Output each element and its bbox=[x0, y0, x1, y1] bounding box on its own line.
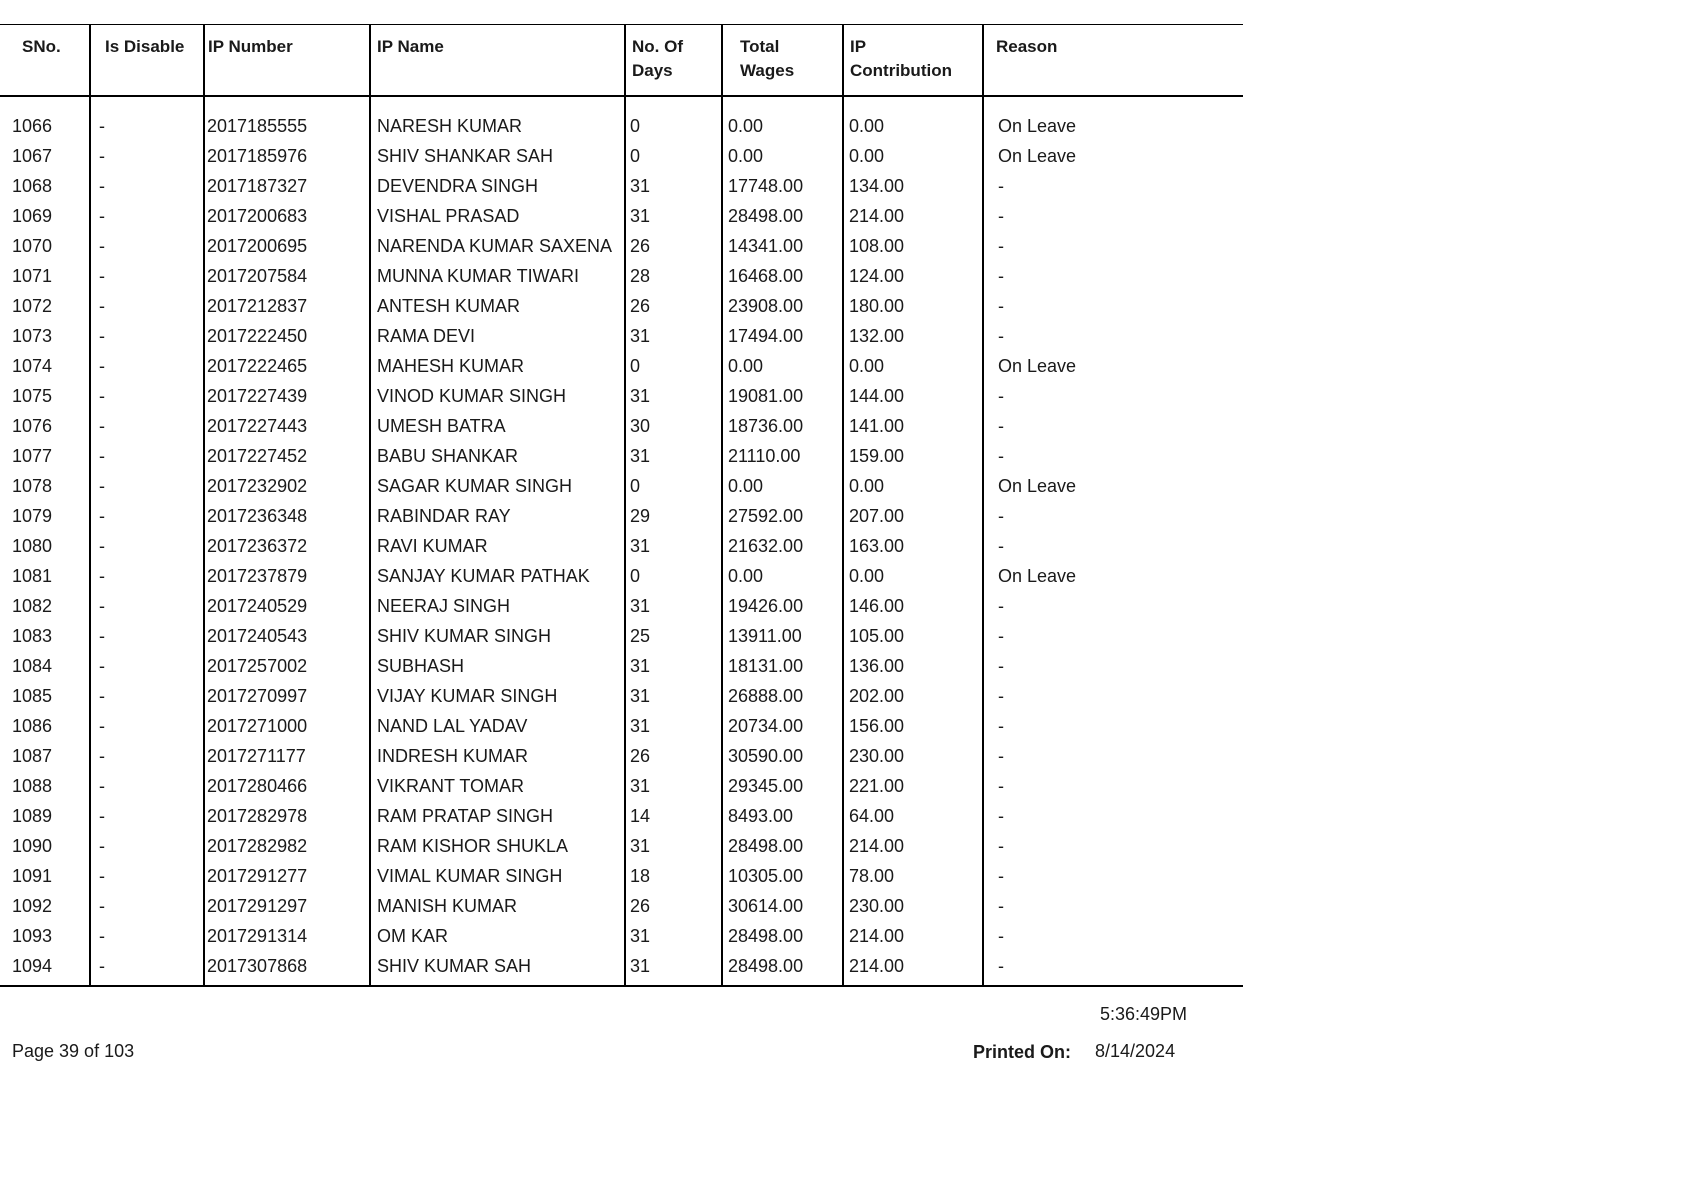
cell-ip-number: 2017222465 bbox=[204, 355, 370, 385]
cell-ip-name: ANTESH KUMAR bbox=[370, 295, 625, 325]
cell-is-disable: - bbox=[90, 115, 204, 145]
cell-no-of-days: 31 bbox=[625, 955, 722, 986]
header-reason: Reason bbox=[983, 25, 1243, 97]
cell-sno: 1080 bbox=[12, 536, 53, 556]
cell-is-disable: - bbox=[90, 895, 204, 925]
table-row bbox=[0, 445, 1243, 475]
cell-ip-contribution: 141.00 bbox=[843, 415, 983, 445]
header-row bbox=[0, 25, 1243, 97]
cell-total-wages: 21632.00 bbox=[722, 535, 843, 565]
cell-reason: - bbox=[983, 265, 1243, 295]
cell-ip-number: 2017291314 bbox=[204, 925, 370, 955]
cell-is-disable: - bbox=[90, 445, 204, 475]
cell-ip-number: 2017236348 bbox=[204, 505, 370, 535]
cell-sno: 1078 bbox=[12, 476, 53, 496]
cell-is-disable: - bbox=[90, 745, 204, 775]
cell-total-wages: 18736.00 bbox=[722, 415, 843, 445]
cell-ip-number: 2017207584 bbox=[204, 265, 370, 295]
cell-ip-number: 2017257002 bbox=[204, 655, 370, 685]
cell-sno: 1088 bbox=[12, 776, 53, 796]
cell-total-wages: 28498.00 bbox=[722, 205, 843, 235]
cell-ip-name: RAM PRATAP SINGH bbox=[370, 805, 625, 835]
cell-total-wages: 0.00 bbox=[722, 565, 843, 595]
cell-total-wages: 0.00 bbox=[722, 145, 843, 175]
cell-is-disable: - bbox=[90, 145, 204, 175]
cell-ip-name: INDRESH KUMAR bbox=[370, 745, 625, 775]
header-ip-contribution: IP Contribution bbox=[843, 25, 983, 97]
table-row bbox=[0, 505, 1243, 535]
cell-reason: - bbox=[983, 535, 1243, 565]
cell-ip-number: 2017240529 bbox=[204, 595, 370, 625]
cell-total-wages: 20734.00 bbox=[722, 715, 843, 745]
table-row bbox=[0, 265, 1243, 295]
printed-on-date: 8/14/2024 bbox=[1095, 1041, 1176, 1061]
cell-ip-contribution: 136.00 bbox=[843, 655, 983, 685]
cell-is-disable: - bbox=[90, 205, 204, 235]
cell-ip-number: 2017187327 bbox=[204, 175, 370, 205]
cell-ip-name: MANISH KUMAR bbox=[370, 895, 625, 925]
cell-reason: On Leave bbox=[983, 115, 1243, 145]
cell-ip-contribution: 124.00 bbox=[843, 265, 983, 295]
cell-ip-name: RAM KISHOR SHUKLA bbox=[370, 835, 625, 865]
cell-ip-contribution: 108.00 bbox=[843, 235, 983, 265]
cell-ip-number: 2017185555 bbox=[204, 115, 370, 145]
cell-is-disable: - bbox=[90, 325, 204, 355]
table-row bbox=[0, 925, 1243, 955]
cell-no-of-days: 0 bbox=[625, 145, 722, 175]
cell-no-of-days: 31 bbox=[625, 385, 722, 415]
cell-sno: 1083 bbox=[12, 626, 53, 646]
cell-ip-number: 2017240543 bbox=[204, 625, 370, 655]
cell-ip-contribution: 105.00 bbox=[843, 625, 983, 655]
cell-ip-name: RABINDAR RAY bbox=[370, 505, 625, 535]
cell-reason: - bbox=[983, 925, 1243, 955]
cell-sno: 1073 bbox=[12, 326, 53, 346]
cell-total-wages: 0.00 bbox=[722, 115, 843, 145]
cell-ip-name: UMESH BATRA bbox=[370, 415, 625, 445]
cell-ip-contribution: 202.00 bbox=[843, 685, 983, 715]
table-row bbox=[0, 805, 1243, 835]
header-spacer-row bbox=[0, 96, 1243, 115]
table-row bbox=[0, 295, 1243, 325]
cell-ip-name: VIJAY KUMAR SINGH bbox=[370, 685, 625, 715]
cell-ip-number: 2017282982 bbox=[204, 835, 370, 865]
cell-total-wages: 19426.00 bbox=[722, 595, 843, 625]
cell-no-of-days: 31 bbox=[625, 925, 722, 955]
cell-is-disable: - bbox=[90, 175, 204, 205]
cell-total-wages: 10305.00 bbox=[722, 865, 843, 895]
cell-total-wages: 17494.00 bbox=[722, 325, 843, 355]
cell-no-of-days: 26 bbox=[625, 235, 722, 265]
cell-ip-name: VIMAL KUMAR SINGH bbox=[370, 865, 625, 895]
cell-ip-name: OM KAR bbox=[370, 925, 625, 955]
cell-is-disable: - bbox=[90, 235, 204, 265]
cell-ip-contribution: 214.00 bbox=[843, 205, 983, 235]
cell-sno: 1094 bbox=[0, 955, 90, 986]
cell-is-disable: - bbox=[90, 685, 204, 715]
cell-sno: 1081 bbox=[12, 566, 53, 586]
cell-total-wages: 0.00 bbox=[722, 475, 843, 505]
spacer-cell bbox=[90, 96, 204, 115]
cell-total-wages: 18131.00 bbox=[722, 655, 843, 685]
cell-ip-number: 2017291277 bbox=[204, 865, 370, 895]
contribution-table-container bbox=[0, 24, 1243, 987]
cell-no-of-days: 26 bbox=[625, 295, 722, 325]
table-row bbox=[0, 595, 1243, 625]
spacer-cell bbox=[843, 96, 983, 115]
cell-no-of-days: 18 bbox=[625, 865, 722, 895]
cell-total-wages: 21110.00 bbox=[722, 445, 843, 475]
cell-sno: 1090 bbox=[12, 836, 53, 856]
cell-is-disable: - bbox=[90, 925, 204, 955]
cell-sno: 1087 bbox=[12, 746, 53, 766]
cell-sno: 1067 bbox=[12, 146, 53, 166]
cell-ip-name: SAGAR KUMAR SINGH bbox=[370, 475, 625, 505]
cell-total-wages: 29345.00 bbox=[722, 775, 843, 805]
cell-ip-contribution: 163.00 bbox=[843, 535, 983, 565]
cell-no-of-days: 14 bbox=[625, 805, 722, 835]
cell-sno: 1079 bbox=[12, 506, 53, 526]
cell-ip-number: 2017185976 bbox=[204, 145, 370, 175]
cell-ip-contribution: 0.00 bbox=[843, 145, 983, 175]
cell-total-wages: 28498.00 bbox=[722, 835, 843, 865]
cell-no-of-days: 31 bbox=[625, 175, 722, 205]
table-row bbox=[0, 835, 1243, 865]
spacer-cell bbox=[370, 96, 625, 115]
cell-reason: - bbox=[983, 865, 1243, 895]
cell-sno: 1082 bbox=[12, 596, 53, 616]
cell-is-disable: - bbox=[90, 265, 204, 295]
cell-total-wages: 17748.00 bbox=[722, 175, 843, 205]
contribution-table bbox=[0, 24, 1243, 987]
cell-ip-contribution: 230.00 bbox=[843, 895, 983, 925]
table-row bbox=[0, 415, 1243, 445]
cell-is-disable: - bbox=[90, 955, 204, 986]
cell-ip-name: VINOD KUMAR SINGH bbox=[370, 385, 625, 415]
cell-reason: - bbox=[983, 625, 1243, 655]
cell-is-disable: - bbox=[90, 805, 204, 835]
cell-total-wages: 13911.00 bbox=[722, 625, 843, 655]
cell-reason: - bbox=[983, 175, 1243, 205]
cell-sno: 1084 bbox=[12, 656, 53, 676]
cell-total-wages: 28498.00 bbox=[722, 955, 843, 986]
cell-ip-number: 2017200683 bbox=[204, 205, 370, 235]
cell-reason: - bbox=[983, 415, 1243, 445]
cell-is-disable: - bbox=[90, 475, 204, 505]
cell-ip-number: 2017200695 bbox=[204, 235, 370, 265]
header-no-of-days: No. Of Days bbox=[625, 25, 722, 97]
cell-reason: - bbox=[983, 595, 1243, 625]
cell-ip-name: RAMA DEVI bbox=[370, 325, 625, 355]
cell-no-of-days: 31 bbox=[625, 205, 722, 235]
cell-total-wages: 16468.00 bbox=[722, 265, 843, 295]
cell-is-disable: - bbox=[90, 385, 204, 415]
printed-time: 5:36:49PM bbox=[1100, 1004, 1188, 1024]
cell-sno: 1076 bbox=[12, 416, 53, 436]
cell-total-wages: 8493.00 bbox=[722, 805, 843, 835]
table-row bbox=[0, 175, 1243, 205]
cell-reason: - bbox=[983, 895, 1243, 925]
table-row bbox=[0, 115, 1243, 145]
cell-reason: - bbox=[983, 655, 1243, 685]
table-body bbox=[0, 96, 1243, 986]
table-row bbox=[0, 355, 1243, 385]
table-row bbox=[0, 865, 1243, 895]
cell-no-of-days: 31 bbox=[625, 595, 722, 625]
table-row bbox=[0, 235, 1243, 265]
cell-sno: 1074 bbox=[12, 356, 53, 376]
cell-ip-number: 2017271000 bbox=[204, 715, 370, 745]
cell-ip-contribution: 214.00 bbox=[843, 955, 983, 986]
cell-is-disable: - bbox=[90, 505, 204, 535]
cell-reason: On Leave bbox=[983, 475, 1243, 505]
cell-ip-name: MUNNA KUMAR TIWARI bbox=[370, 265, 625, 295]
cell-sno: 1070 bbox=[12, 236, 53, 256]
cell-no-of-days: 25 bbox=[625, 625, 722, 655]
cell-reason: - bbox=[983, 235, 1243, 265]
cell-reason: - bbox=[983, 295, 1243, 325]
cell-ip-number: 2017212837 bbox=[204, 295, 370, 325]
printed-on-label: Printed On: bbox=[973, 1042, 1071, 1062]
cell-reason: On Leave bbox=[983, 145, 1243, 175]
cell-no-of-days: 0 bbox=[625, 115, 722, 145]
cell-no-of-days: 31 bbox=[625, 835, 722, 865]
header-is-disable: Is Disable bbox=[90, 25, 204, 97]
table-row bbox=[0, 385, 1243, 415]
cell-ip-name: DEVENDRA SINGH bbox=[370, 175, 625, 205]
cell-reason: - bbox=[983, 385, 1243, 415]
table-row bbox=[0, 205, 1243, 235]
cell-sno: 1091 bbox=[12, 866, 53, 886]
spacer-cell bbox=[983, 96, 1243, 115]
cell-ip-contribution: 230.00 bbox=[843, 745, 983, 775]
cell-ip-number: 2017236372 bbox=[204, 535, 370, 565]
header-ip-name: IP Name bbox=[370, 25, 625, 97]
spacer-cell bbox=[204, 96, 370, 115]
table-row bbox=[0, 475, 1243, 505]
cell-ip-name: NARESH KUMAR bbox=[370, 115, 625, 145]
cell-ip-name: SUBHASH bbox=[370, 655, 625, 685]
cell-ip-contribution: 214.00 bbox=[843, 925, 983, 955]
cell-ip-name: NEERAJ SINGH bbox=[370, 595, 625, 625]
cell-ip-number: 2017282978 bbox=[204, 805, 370, 835]
table-row bbox=[0, 685, 1243, 715]
cell-sno: 1077 bbox=[12, 446, 53, 466]
cell-ip-number: 2017227439 bbox=[204, 385, 370, 415]
cell-sno: 1066 bbox=[12, 116, 53, 136]
cell-ip-number: 2017237879 bbox=[204, 565, 370, 595]
cell-is-disable: - bbox=[90, 595, 204, 625]
cell-no-of-days: 0 bbox=[625, 475, 722, 505]
cell-ip-number: 2017222450 bbox=[204, 325, 370, 355]
cell-ip-name: MAHESH KUMAR bbox=[370, 355, 625, 385]
cell-is-disable: - bbox=[90, 625, 204, 655]
cell-no-of-days: 31 bbox=[625, 655, 722, 685]
cell-is-disable: - bbox=[90, 835, 204, 865]
cell-is-disable: - bbox=[90, 565, 204, 595]
cell-sno: 1093 bbox=[12, 926, 53, 946]
cell-total-wages: 30590.00 bbox=[722, 745, 843, 775]
cell-ip-name: BABU SHANKAR bbox=[370, 445, 625, 475]
cell-total-wages: 0.00 bbox=[722, 355, 843, 385]
cell-ip-contribution: 221.00 bbox=[843, 775, 983, 805]
cell-ip-contribution: 146.00 bbox=[843, 595, 983, 625]
cell-ip-name: NAND LAL YADAV bbox=[370, 715, 625, 745]
table-row bbox=[0, 775, 1243, 805]
cell-ip-contribution: 0.00 bbox=[843, 565, 983, 595]
cell-ip-number: 2017271177 bbox=[204, 745, 370, 775]
cell-ip-name: SHIV KUMAR SINGH bbox=[370, 625, 625, 655]
cell-no-of-days: 30 bbox=[625, 415, 722, 445]
cell-sno: 1085 bbox=[12, 686, 53, 706]
cell-reason: - bbox=[983, 745, 1243, 775]
cell-is-disable: - bbox=[90, 655, 204, 685]
cell-ip-number: 2017232902 bbox=[204, 475, 370, 505]
table-row bbox=[0, 535, 1243, 565]
cell-ip-number: 2017280466 bbox=[204, 775, 370, 805]
cell-ip-name: VIKRANT TOMAR bbox=[370, 775, 625, 805]
cell-ip-contribution: 214.00 bbox=[843, 835, 983, 865]
cell-reason: - bbox=[983, 715, 1243, 745]
cell-ip-contribution: 0.00 bbox=[843, 475, 983, 505]
table-row bbox=[0, 745, 1243, 775]
cell-no-of-days: 26 bbox=[625, 895, 722, 925]
header-sno: SNo. bbox=[22, 37, 61, 56]
cell-ip-contribution: 144.00 bbox=[843, 385, 983, 415]
cell-reason: - bbox=[983, 775, 1243, 805]
cell-is-disable: - bbox=[90, 415, 204, 445]
cell-ip-number: 2017227452 bbox=[204, 445, 370, 475]
cell-reason: - bbox=[983, 835, 1243, 865]
cell-reason: - bbox=[983, 805, 1243, 835]
cell-reason: - bbox=[983, 205, 1243, 235]
table-row bbox=[0, 625, 1243, 655]
cell-no-of-days: 31 bbox=[625, 685, 722, 715]
cell-sno: 1086 bbox=[12, 716, 53, 736]
table-row bbox=[0, 655, 1243, 685]
cell-ip-name: NARENDA KUMAR SAXENA bbox=[370, 235, 625, 265]
cell-no-of-days: 31 bbox=[625, 445, 722, 475]
spacer-cell bbox=[0, 96, 90, 115]
cell-ip-name: RAVI KUMAR bbox=[370, 535, 625, 565]
table-row bbox=[0, 145, 1243, 175]
cell-no-of-days: 28 bbox=[625, 265, 722, 295]
cell-no-of-days: 31 bbox=[625, 715, 722, 745]
cell-ip-contribution: 207.00 bbox=[843, 505, 983, 535]
cell-ip-name: SANJAY KUMAR PATHAK bbox=[370, 565, 625, 595]
cell-sno: 1068 bbox=[12, 176, 53, 196]
cell-no-of-days: 29 bbox=[625, 505, 722, 535]
cell-ip-number: 2017307868 bbox=[204, 955, 370, 986]
cell-no-of-days: 31 bbox=[625, 535, 722, 565]
cell-reason: - bbox=[983, 445, 1243, 475]
cell-total-wages: 27592.00 bbox=[722, 505, 843, 535]
header-ip-number: IP Number bbox=[204, 25, 370, 97]
table-row bbox=[0, 955, 1243, 986]
cell-total-wages: 19081.00 bbox=[722, 385, 843, 415]
cell-ip-contribution: 64.00 bbox=[843, 805, 983, 835]
cell-ip-name: SHIV SHANKAR SAH bbox=[370, 145, 625, 175]
cell-is-disable: - bbox=[90, 355, 204, 385]
table-row bbox=[0, 565, 1243, 595]
spacer-cell bbox=[625, 96, 722, 115]
cell-ip-contribution: 159.00 bbox=[843, 445, 983, 475]
cell-ip-contribution: 0.00 bbox=[843, 115, 983, 145]
cell-total-wages: 30614.00 bbox=[722, 895, 843, 925]
cell-is-disable: - bbox=[90, 865, 204, 895]
cell-ip-name: VISHAL PRASAD bbox=[370, 205, 625, 235]
cell-reason: - bbox=[983, 505, 1243, 535]
cell-ip-contribution: 180.00 bbox=[843, 295, 983, 325]
cell-no-of-days: 0 bbox=[625, 355, 722, 385]
cell-ip-number: 2017270997 bbox=[204, 685, 370, 715]
cell-total-wages: 26888.00 bbox=[722, 685, 843, 715]
cell-sno: 1072 bbox=[12, 296, 53, 316]
cell-reason: - bbox=[983, 955, 1243, 986]
header-total-wages: Total Wages bbox=[722, 25, 843, 97]
cell-is-disable: - bbox=[90, 535, 204, 565]
cell-total-wages: 14341.00 bbox=[722, 235, 843, 265]
cell-ip-contribution: 134.00 bbox=[843, 175, 983, 205]
cell-sno: 1092 bbox=[12, 896, 53, 916]
cell-ip-contribution: 0.00 bbox=[843, 355, 983, 385]
spacer-cell bbox=[722, 96, 843, 115]
cell-is-disable: - bbox=[90, 295, 204, 325]
cell-no-of-days: 26 bbox=[625, 745, 722, 775]
cell-sno: 1069 bbox=[12, 206, 53, 226]
cell-no-of-days: 31 bbox=[625, 775, 722, 805]
cell-sno: 1071 bbox=[12, 266, 53, 286]
cell-ip-name: SHIV KUMAR SAH bbox=[370, 955, 625, 986]
cell-total-wages: 28498.00 bbox=[722, 925, 843, 955]
table-header bbox=[0, 25, 1243, 97]
cell-is-disable: - bbox=[90, 775, 204, 805]
page-number: Page 39 of 103 bbox=[12, 1041, 135, 1061]
table-row bbox=[0, 715, 1243, 745]
cell-no-of-days: 0 bbox=[625, 565, 722, 595]
cell-is-disable: - bbox=[90, 715, 204, 745]
table-row bbox=[0, 895, 1243, 925]
cell-ip-contribution: 132.00 bbox=[843, 325, 983, 355]
cell-reason: On Leave bbox=[983, 565, 1243, 595]
cell-no-of-days: 31 bbox=[625, 325, 722, 355]
cell-sno: 1089 bbox=[12, 806, 53, 826]
cell-reason: - bbox=[983, 685, 1243, 715]
cell-ip-contribution: 156.00 bbox=[843, 715, 983, 745]
cell-reason: On Leave bbox=[983, 355, 1243, 385]
cell-reason: - bbox=[983, 325, 1243, 355]
table-row bbox=[0, 325, 1243, 355]
cell-ip-number: 2017227443 bbox=[204, 415, 370, 445]
cell-total-wages: 23908.00 bbox=[722, 295, 843, 325]
cell-ip-contribution: 78.00 bbox=[843, 865, 983, 895]
cell-ip-number: 2017291297 bbox=[204, 895, 370, 925]
cell-sno: 1075 bbox=[12, 386, 53, 406]
